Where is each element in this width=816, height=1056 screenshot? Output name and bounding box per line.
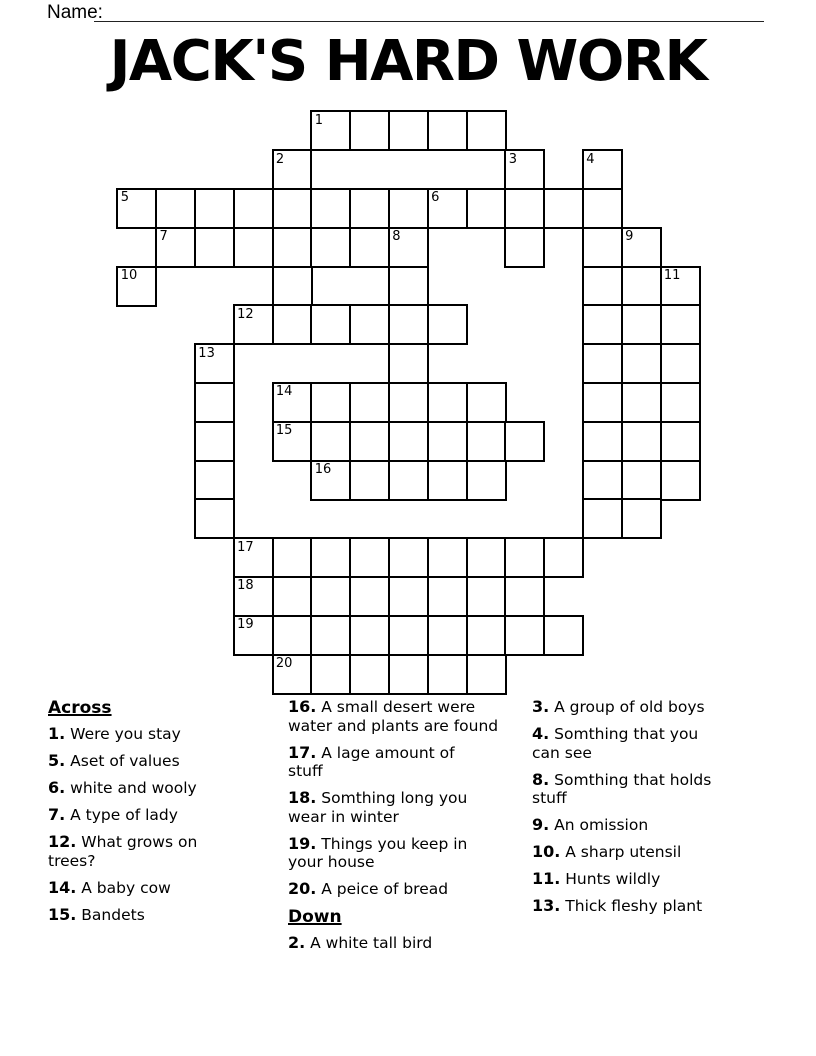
clue-number: 9. (532, 815, 550, 834)
clue-number: 14. (48, 877, 77, 897)
grid-cell (349, 227, 390, 268)
grid-cell (427, 421, 468, 462)
grid-cell (582, 188, 623, 229)
clue-number: 8. (532, 769, 550, 789)
grid-cell (310, 654, 351, 695)
grid-cell (466, 188, 507, 229)
puzzle-title: JACK'S HARD WORK (109, 29, 707, 94)
clue-item (48, 806, 248, 825)
grid-cell (660, 382, 701, 423)
grid-cell (349, 576, 390, 617)
grid-cell (349, 654, 390, 695)
grid-cell (272, 304, 313, 345)
grid-cell (349, 304, 390, 345)
grid-cell (582, 498, 623, 539)
clue-text: Somthing long you wear in winter (288, 789, 468, 826)
cell-number: 11 (663, 267, 681, 283)
grid-cell (272, 615, 313, 656)
grid-cell (621, 343, 662, 384)
grid-cell (466, 382, 507, 423)
clue-text: A baby cow (81, 878, 171, 897)
down-heading: Down (288, 907, 342, 927)
grid-cell (388, 421, 429, 462)
clue-item (288, 698, 538, 735)
grid-cell (582, 460, 623, 501)
clue-number: 3. (532, 697, 550, 716)
clue-text: Bandets (81, 905, 145, 924)
clue-text: white and wooly (70, 779, 197, 797)
cell-number: 18 (237, 578, 254, 594)
grid-cell (660, 343, 701, 384)
cell-number: 19 (237, 617, 254, 633)
cell-number: 10 (120, 267, 138, 283)
clue-text: Things you keep in your house (288, 834, 468, 871)
down-clues-part1 (288, 934, 538, 953)
clue-item (288, 789, 538, 826)
grid-cell (427, 576, 468, 617)
clue-text: Thick fleshy plant (565, 897, 703, 915)
grid-cell (427, 110, 468, 151)
clue-item (48, 779, 248, 798)
grid-cell (349, 382, 390, 423)
clue-number: 5. (48, 751, 66, 770)
grid-cell (388, 537, 429, 578)
clue-item (48, 752, 248, 771)
grid-cell (504, 188, 545, 229)
cell-number: 12 (237, 306, 254, 322)
cell-number: 5 (120, 190, 129, 206)
grid-cell (427, 654, 468, 695)
grid-cell (388, 304, 429, 345)
name-label: Name: (47, 2, 103, 23)
grid-cell (310, 227, 351, 268)
across-clues-part2 (288, 698, 538, 899)
grid-cell (466, 110, 507, 151)
cell-number: 17 (237, 539, 254, 555)
grid-cell (349, 110, 390, 151)
grid-cell (582, 382, 623, 423)
grid-cell (272, 227, 313, 268)
grid-cell (504, 537, 545, 578)
clue-text: A sharp utensil (565, 843, 682, 861)
cell-number: 9 (625, 229, 634, 245)
grid-cell (504, 227, 545, 268)
grid-cell (349, 188, 390, 229)
clue-item (288, 934, 538, 953)
grid-cell (310, 576, 351, 617)
grid-cell (582, 304, 623, 345)
grid-cell (621, 460, 662, 501)
clue-text: Hunts wildly (565, 870, 661, 888)
grid-cell (194, 421, 235, 462)
grid-cell (349, 615, 390, 656)
clue-item (532, 870, 794, 889)
clue-text: Were you stay (70, 725, 181, 743)
clue-number: 17. (288, 742, 317, 762)
clue-number: 19. (288, 833, 317, 853)
clue-text: Somthing that you can see (532, 725, 699, 762)
grid-cell (466, 421, 507, 462)
grid-cell (310, 304, 351, 345)
name-blank-line (94, 21, 764, 22)
grid-cell (621, 498, 662, 539)
clue-column-1 (48, 698, 248, 933)
grid-cell (310, 382, 351, 423)
cell-number: 20 (275, 655, 293, 671)
grid-cell (388, 266, 429, 307)
grid-cell (504, 615, 545, 656)
clue-item (532, 771, 794, 808)
clue-item (48, 725, 248, 744)
grid-cell (543, 615, 584, 656)
cell-number: 6 (431, 190, 440, 206)
grid-cell (233, 227, 274, 268)
cell-number: 1 (314, 112, 323, 128)
grid-cell (388, 110, 429, 151)
clue-number: 15. (48, 904, 77, 924)
grid-cell (310, 615, 351, 656)
clue-item (48, 833, 248, 870)
clue-item (532, 816, 794, 835)
clue-item (48, 906, 248, 925)
grid-cell (272, 188, 313, 229)
grid-cell (660, 421, 701, 462)
grid-cell (582, 227, 623, 268)
grid-cell (310, 188, 351, 229)
grid-cell (310, 537, 351, 578)
clue-number: 13. (532, 896, 561, 915)
cell-number: 3 (508, 151, 517, 167)
grid-cell (388, 343, 429, 384)
grid-cell (582, 266, 623, 307)
cell-number: 8 (392, 229, 401, 245)
grid-cell (194, 188, 235, 229)
grid-cell (388, 460, 429, 501)
grid-cell (466, 576, 507, 617)
grid-cell (427, 615, 468, 656)
grid-cell (621, 421, 662, 462)
clue-number: 6. (48, 778, 66, 797)
grid-cell (310, 421, 351, 462)
cell-number: 15 (275, 423, 293, 439)
grid-cell (660, 304, 701, 345)
grid-cell (194, 460, 235, 501)
clue-column-2 (288, 698, 538, 961)
grid-cell (194, 498, 235, 539)
grid-cell (621, 382, 662, 423)
grid-cell (504, 421, 545, 462)
cell-number: 4 (586, 151, 595, 167)
clue-text: A white tall bird (310, 934, 433, 952)
grid-cell (349, 421, 390, 462)
clue-number: 11. (532, 869, 561, 888)
grid-cell (194, 382, 235, 423)
clue-number: 4. (532, 724, 550, 743)
grid-cell (272, 266, 313, 307)
grid-cell (388, 576, 429, 617)
grid-cell (388, 615, 429, 656)
clue-item (532, 725, 794, 762)
clue-text: What grows on trees? (48, 833, 198, 870)
grid-cell (582, 421, 623, 462)
grid-cell (194, 227, 235, 268)
clue-number: 1. (48, 724, 66, 743)
clue-column-3 (532, 698, 794, 924)
clue-number: 20. (288, 879, 317, 898)
grid-cell (427, 537, 468, 578)
clue-text: An omission (554, 816, 649, 834)
grid-cell (621, 304, 662, 345)
grid-cell (466, 537, 507, 578)
grid-cell (466, 654, 507, 695)
grid-cell (582, 343, 623, 384)
grid-cell (388, 654, 429, 695)
clue-text: A lage amount of stuff (288, 743, 455, 780)
clue-item (288, 880, 538, 899)
clue-text: A peice of bread (321, 880, 449, 898)
cell-number: 7 (159, 229, 168, 245)
grid-cell (466, 615, 507, 656)
clue-number: 16. (288, 697, 317, 716)
grid-cell (155, 188, 196, 229)
grid-cell (427, 460, 468, 501)
clue-number: 10. (532, 842, 561, 861)
grid-cell (543, 537, 584, 578)
clue-item (532, 698, 794, 717)
cell-number: 16 (314, 461, 332, 477)
cell-number: 2 (275, 151, 285, 167)
grid-cell (388, 382, 429, 423)
clue-item (532, 897, 794, 916)
clue-item (532, 843, 794, 862)
clue-number: 7. (48, 805, 66, 824)
clue-text: Aset of values (70, 752, 180, 770)
grid-cell (272, 537, 313, 578)
across-heading: Across (48, 698, 112, 718)
clue-text: A small desert were water and plants are found (288, 698, 499, 735)
grid-cell (349, 460, 390, 501)
grid-cell (272, 576, 313, 617)
clue-item (288, 744, 538, 781)
grid-cell (504, 576, 545, 617)
grid-cell (543, 188, 584, 229)
grid-cell (233, 188, 274, 229)
grid-cell (660, 460, 701, 501)
cell-number: 13 (198, 345, 215, 361)
clue-number: 12. (48, 832, 77, 851)
down-clues-part2 (532, 698, 794, 916)
grid-cell (466, 460, 507, 501)
clue-item (48, 879, 248, 898)
clue-number: 18. (288, 788, 317, 807)
clue-text: Somthing that holds stuff (532, 770, 712, 807)
clue-item (288, 835, 538, 872)
grid-cell (349, 537, 390, 578)
grid-cell (621, 266, 662, 307)
clue-text: A type of lady (70, 806, 178, 824)
clue-text: A group of old boys (554, 698, 705, 716)
grid-merged-cell (310, 149, 506, 190)
clue-number: 2. (288, 933, 306, 952)
grid-cell (427, 382, 468, 423)
across-clues-part1 (48, 725, 248, 924)
cell-number: 14 (275, 384, 293, 400)
grid-cell (427, 304, 468, 345)
